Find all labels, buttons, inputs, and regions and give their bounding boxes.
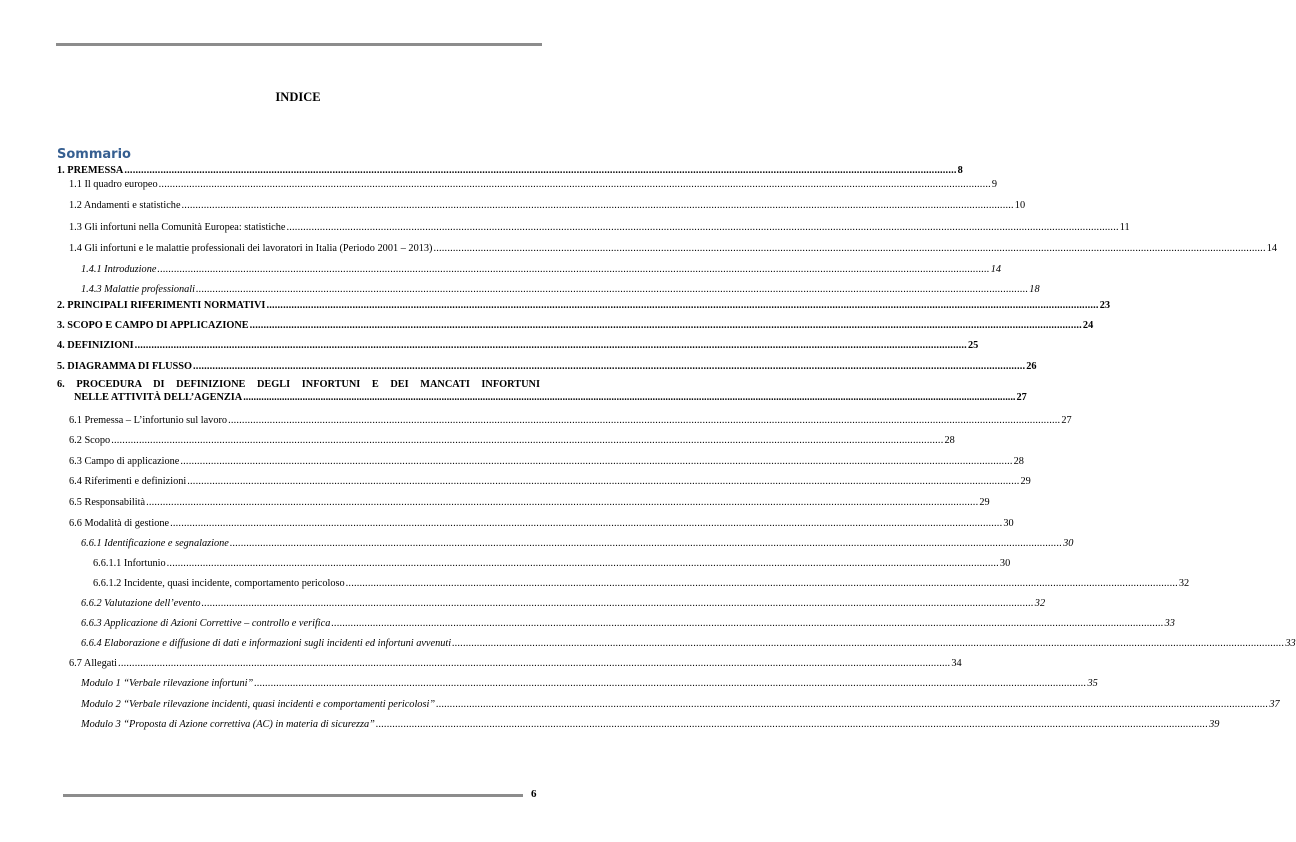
toc-entry-title: 1.4.3 Malattie professionali [81, 284, 196, 295]
header-rule [56, 43, 542, 46]
toc-leader-dots: ............................................................................................................................................................................................................................................................................................................ [124, 165, 957, 176]
toc-entry[interactable] [69, 494, 990, 509]
toc-entry[interactable] [69, 655, 962, 670]
toc-leader-dots: ............................................................................................................................................................................................................................................................................................................ [331, 618, 1164, 629]
toc-leader-dots: ............................................................................................................................................................................................................................................................................................................ [187, 476, 1020, 487]
toc-leader-dots: ............................................................................................................................................................................................................................................................................................................ [375, 719, 1209, 730]
toc-entry-page: 33 [1164, 618, 1175, 629]
toc-entry[interactable] [81, 535, 1074, 550]
toc-entry-page: 24 [1082, 320, 1094, 331]
toc-entry-title: 2. PRINCIPALI RIFERIMENTI NORMATIVI [57, 300, 266, 311]
toc-entry-page: 26 [1026, 361, 1037, 372]
toc-leader-dots: ............................................................................................................................................................................................................................................................................................................ [111, 435, 944, 446]
toc-entry-page: 30 [1063, 538, 1074, 549]
toc-entry[interactable] [69, 432, 955, 447]
toc-leader-dots: ............................................................................................................................................................................................................................................................................................................ [229, 538, 1063, 549]
toc-entry[interactable] [69, 453, 1024, 468]
toc-entry-title: Modulo 2 “Verbale rilevazione incidenti, quasi incidenti e comportamenti pericolosi” [81, 699, 436, 710]
toc-entry[interactable] [93, 575, 1190, 590]
toc-entry[interactable] [81, 716, 1220, 731]
toc-entry-title: Modulo 3 “Proposta di Azione correttiva (AC) in materia di sicurezza” [81, 719, 375, 730]
toc-leader-dots: ............................................................................................................................................................................................................................................................................................................ [286, 222, 1119, 233]
toc-entry-page: 32 [1178, 578, 1190, 589]
toc-entry[interactable] [81, 675, 1098, 690]
toc-heading: Sommario [57, 147, 131, 162]
toc-entry-page: 10 [1014, 200, 1026, 211]
toc-leader-dots: ............................................................................................................................................................................................................................................................................................................ [436, 699, 1269, 710]
toc-entry-title: 6. PROCEDURA DI DEFINIZIONE DEGLI INFORTUNI E DEI MANCATI INFORTUNI [57, 379, 540, 390]
toc-entry-page: 18 [1029, 284, 1040, 295]
toc-entry-title: Modulo 1 “Verbale rilevazione infortuni” [81, 678, 254, 689]
toc-leader-dots: ............................................................................................................................................................................................................................................................................................................ [118, 658, 951, 669]
toc-entry[interactable] [57, 358, 1037, 373]
toc-entry-title: 6.6.2 Valutazione dell’evento [81, 598, 201, 609]
toc-entry-title: 3. SCOPO E CAMPO DI APPLICAZIONE [57, 320, 249, 331]
toc-entry-page: 23 [1099, 300, 1110, 311]
page-number: 6 [531, 788, 537, 800]
toc-entry[interactable] [69, 197, 1026, 212]
toc-entry[interactable] [57, 162, 963, 177]
toc-entry[interactable] [93, 555, 1011, 570]
footer-rule [63, 794, 523, 797]
toc-entry-page: 37 [1269, 699, 1280, 710]
toc-entry-title: 6.2 Scopo [69, 435, 111, 446]
toc-entry-title: 1.3 Gli infortuni nella Comunità Europea: statistiche [69, 222, 286, 233]
toc-entry-page: 30 [1003, 518, 1014, 529]
toc-entry[interactable] [69, 240, 1278, 255]
toc-leader-dots: ............................................................................................................................................................................................................................................................................................................ [196, 284, 1029, 295]
toc-entry-page: 14 [990, 264, 1001, 275]
toc-leader-dots: ............................................................................................................................................................................................................................................................................................................ [180, 456, 1013, 467]
toc-entry[interactable] [69, 176, 998, 191]
toc-entry[interactable] [57, 317, 1094, 332]
toc-entry-page: 9 [991, 179, 998, 190]
toc-entry-page: 29 [1020, 476, 1031, 487]
toc-entry[interactable] [81, 261, 1001, 276]
toc-entry-title: 6.7 Allegati [69, 658, 118, 669]
toc-leader-dots: ............................................................................................................................................................................................................................................................................................................ [170, 518, 1003, 529]
toc-entry[interactable] [69, 412, 1072, 427]
toc-leader-dots: ............................................................................................................................................................................................................................................................................................................ [345, 578, 1178, 589]
toc-entry[interactable] [57, 378, 1027, 404]
page-title: INDICE [275, 90, 321, 104]
toc-entry-page: 30 [999, 558, 1011, 569]
toc-leader-dots: ............................................................................................................................................................................................................................................................................................................ [193, 361, 1026, 372]
toc-entry-page: 28 [944, 435, 955, 446]
toc-leader-dots: ............................................................................................................................................................................................................................................................................................................ [157, 264, 990, 275]
toc-entry-title: 5. DIAGRAMMA DI FLUSSO [57, 361, 193, 372]
toc-entry-title: 1.4 Gli infortuni e le malattie professionali dei lavoratori in Italia (Periodo 2001 – 2013) [69, 243, 433, 254]
toc-entry-title-continued: NELLE ATTIVITÀ DELL’AGENZIA [74, 392, 243, 403]
toc-leader-dots: ............................................................................................................................................................................................................................................................................................................ [452, 638, 1285, 649]
toc-entry-title: 1.1 Il quadro europeo [69, 179, 158, 190]
toc-entry-title: 1.2 Andamenti e statistiche [69, 200, 181, 211]
toc-entry-title: 6.6.1 Identificazione e segnalazione [81, 538, 229, 549]
toc-entry-title: 6.3 Campo di applicazione [69, 456, 180, 467]
toc-entry[interactable] [81, 595, 1046, 610]
toc-entry-title: 6.6.1.2 Incidente, quasi incidente, comportamento pericoloso [93, 578, 345, 589]
toc-entry-page: 32 [1034, 598, 1046, 609]
toc-entry[interactable] [57, 337, 979, 352]
toc-entry-page: 27 [1061, 415, 1072, 426]
toc-entry-page: 11 [1119, 222, 1130, 233]
toc-entry[interactable] [81, 696, 1280, 711]
toc-entry[interactable] [57, 297, 1110, 312]
toc-entry-title: 6.1 Premessa – L’infortunio sul lavoro [69, 415, 228, 426]
toc-leader-dots: ............................................................................................................................................................................................................................................................................................................ [266, 300, 1099, 311]
toc-entry-page: 39 [1209, 719, 1220, 730]
toc-leader-dots: ............................................................................................................................................................................................................................................................................................................ [228, 415, 1061, 426]
toc-leader-dots: ............................................................................................................................................................................................................................................................................................................ [134, 340, 967, 351]
toc-entry[interactable] [69, 473, 1031, 488]
toc-entry-title: 6.6.3 Applicazione di Azioni Correttive – controllo e verifica [81, 618, 331, 629]
toc-entry-page: 25 [967, 340, 979, 351]
toc-entry-page: 14 [1266, 243, 1278, 254]
toc-entry[interactable] [81, 615, 1175, 630]
toc-leader-dots: ............................................................................................................................................................................................................................................................................................................ [158, 179, 991, 190]
toc-leader-dots: ............................................................................................................................................................................................................................................................................................................ [146, 497, 979, 508]
toc-entry-title: 6.6 Modalità di gestione [69, 518, 170, 529]
toc-entry-page: 28 [1013, 456, 1024, 467]
toc-leader-dots: ............................................................................................................................................................................................................................................................................................................ [243, 392, 1016, 403]
toc-entry[interactable] [69, 219, 1130, 234]
toc-leader-dots: ............................................................................................................................................................................................................................................................................................................ [433, 243, 1266, 254]
toc-entry-page: 27 [1016, 392, 1027, 403]
toc-entry-title: 1. PREMESSA [57, 165, 124, 176]
toc-entry[interactable] [69, 515, 1014, 530]
toc-leader-dots: ............................................................................................................................................................................................................................................................................................................ [249, 320, 1082, 331]
toc-leader-dots: ............................................................................................................................................................................................................................................................................................................ [201, 598, 1034, 609]
toc-entry-title: 6.5 Responsabilità [69, 497, 146, 508]
toc-entry-page: 29 [979, 497, 990, 508]
toc-entry-page: 34 [951, 658, 962, 669]
toc-entry[interactable] [81, 281, 1040, 296]
toc-entry-title: 4. DEFINIZIONI [57, 340, 134, 351]
toc-leader-dots: ............................................................................................................................................................................................................................................................................................................ [166, 558, 999, 569]
toc-leader-dots: ............................................................................................................................................................................................................................................................................................................ [254, 678, 1087, 689]
toc-entry-page: 33 [1285, 638, 1296, 649]
toc-entry-title: 1.4.1 Introduzione [81, 264, 157, 275]
toc-entry-title: 6.4 Riferimenti e definizioni [69, 476, 187, 487]
toc-entry-page: 35 [1087, 678, 1098, 689]
toc-entry-title: 6.6.1.1 Infortunio [93, 558, 166, 569]
toc-entry-page: 8 [957, 165, 963, 176]
toc-entry[interactable] [81, 635, 1296, 650]
toc-leader-dots: ............................................................................................................................................................................................................................................................................................................ [181, 200, 1014, 211]
toc-entry-title: 6.6.4 Elaborazione e diffusione di dati e informazioni sugli incidenti ed infortuni avvenuti [81, 638, 452, 649]
